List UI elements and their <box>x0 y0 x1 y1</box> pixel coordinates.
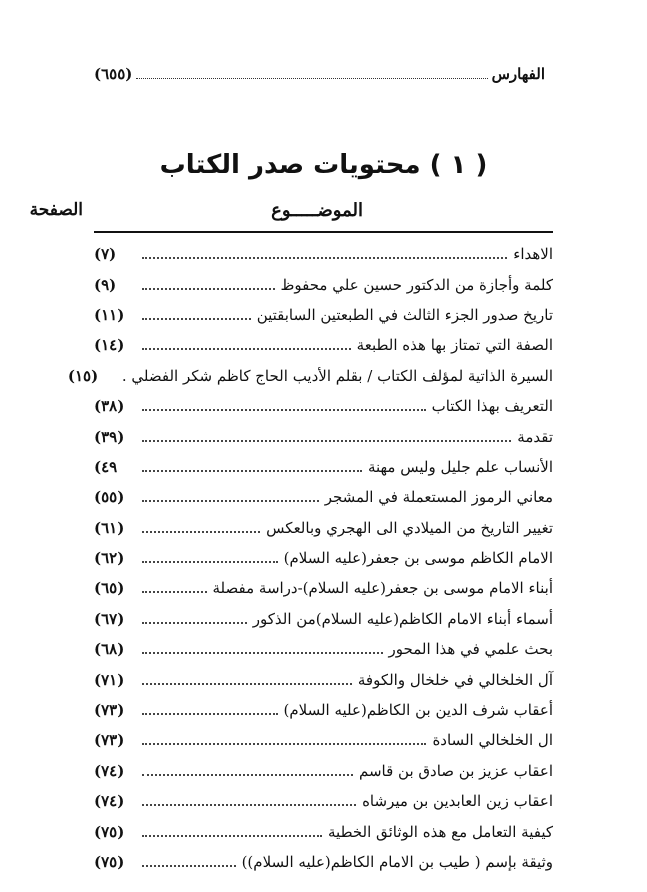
toc-entry <box>94 269 553 299</box>
dot-leader <box>142 652 383 654</box>
toc-entry-title: السيرة الذاتية لمؤلف الكتاب / بقلم الأديب الحاج كاظم شكر الفضلي . <box>121 366 553 385</box>
dot-leader <box>142 683 352 685</box>
dot-leader <box>142 804 356 806</box>
toc-entry-title: التعريف بهذا الكتاب <box>431 397 553 416</box>
toc-entry-title: وثيقة بإسم ( طيب بن الامام الكاظم(عليه السلام)) <box>241 853 553 871</box>
toc-entry-page: (٣٨) <box>94 397 125 416</box>
section-title: ( ١ ) محتويات صدر الكتاب <box>159 150 488 180</box>
toc-entry <box>94 725 553 755</box>
column-headers <box>29 200 553 230</box>
dot-leader <box>142 288 275 290</box>
dot-leader <box>142 865 236 867</box>
toc-entry <box>94 391 553 421</box>
toc-entry <box>94 513 553 543</box>
toc-entry-title: تغيير التاريخ من الميلادي الى الهجري وبالعكس <box>266 518 553 537</box>
toc-entry <box>94 756 553 786</box>
toc-entry-page: (٧٣) <box>94 701 125 720</box>
toc-entry-page: (٦٢) <box>94 549 125 568</box>
toc-entry <box>94 330 553 360</box>
toc-entry-title: أعقاب شرف الدين بن الكاظم(عليه السلام) <box>283 701 553 720</box>
toc-entry <box>94 786 553 816</box>
toc-entry-page: (٦٥) <box>94 579 125 598</box>
toc-entry-title: الأنساب علم جليل وليس مهنة <box>367 457 553 476</box>
running-header <box>94 62 545 86</box>
dot-leader <box>142 774 353 776</box>
dot-leader <box>142 622 247 624</box>
toc-entry-title: تقدمة <box>517 427 553 446</box>
toc-entry <box>94 847 553 877</box>
toc-entry-page: (٧٤) <box>94 761 125 780</box>
dot-leader <box>142 713 278 715</box>
toc-entry-page: (٦١) <box>94 518 125 537</box>
toc-entry-title: بحث علمي في هذا المحور <box>388 640 553 659</box>
toc-entry-page: (١٥) <box>67 366 99 385</box>
toc-entry <box>94 421 553 451</box>
toc-entry-page: (٧) <box>94 245 117 264</box>
toc-entry <box>94 543 553 573</box>
toc-entry <box>94 482 553 512</box>
dot-leader <box>142 835 322 837</box>
toc-entry <box>94 300 553 330</box>
toc-entry <box>94 634 553 664</box>
toc-entry <box>94 695 553 725</box>
toc-entry-page: (١١) <box>94 305 125 324</box>
running-page-number: (٦٥٥) <box>94 65 133 83</box>
running-header-leader <box>136 78 487 79</box>
dot-leader <box>142 743 426 745</box>
dot-leader <box>142 318 251 320</box>
toc-entry-title: معاني الرموز المستعملة في المشجر <box>324 488 553 507</box>
toc-entry-title: اعقاب عزيز بن صادق بن قاسم <box>358 761 553 780</box>
toc-entry-page: (٧٥) <box>94 853 125 871</box>
toc-entry-title: أسماء أبناء الامام الكاظم(عليه السلام)من الذكور <box>252 609 553 628</box>
toc-entry <box>94 664 553 694</box>
column-header-topic: الموضـــــوع <box>271 200 363 221</box>
toc-entry-page: (٥٥) <box>94 488 125 507</box>
toc-entry-page: (٧٣) <box>94 731 125 750</box>
dot-leader <box>142 591 207 593</box>
toc-entry <box>94 239 553 269</box>
running-header-title: الفهارس <box>491 65 545 83</box>
toc-entry-page: (٧١) <box>94 670 125 689</box>
column-header-page: الصفحة <box>29 200 83 220</box>
toc-entry-page: (١٤) <box>94 336 125 355</box>
toc-entry <box>94 452 553 482</box>
toc-entry-title: آل الخلخالي في خلخال والكوفة <box>357 670 553 689</box>
toc-entry-title: اعقاب زين العابدين بن ميرشاه <box>362 792 553 811</box>
toc-entry <box>67 361 553 391</box>
toc-entry <box>94 816 553 846</box>
header-divider <box>94 231 553 233</box>
toc-entry-title: الصفة التي تمتاز بها هذه الطبعة <box>356 336 553 355</box>
toc-entry-title: الامام الكاظم موسى بن جعفر(عليه السلام) <box>283 549 553 568</box>
toc-entry <box>94 604 553 634</box>
dot-leader <box>142 257 507 259</box>
dot-leader <box>142 409 426 411</box>
dot-leader <box>142 348 351 350</box>
toc-entry-title: أبناء الامام موسى بن جعفر(عليه السلام)-دراسة مفصلة <box>212 579 553 598</box>
toc-entry-page: (٦٨) <box>94 640 125 659</box>
toc-entry-title: تاريخ صدور الجزء الثالث في الطبعتين السابقتين <box>256 305 553 324</box>
dot-leader <box>142 531 260 533</box>
toc-entry-page: (٣٩) <box>94 427 125 446</box>
dot-leader <box>142 470 362 472</box>
toc-entry-page: ٤٩) <box>94 457 118 476</box>
toc-list <box>67 239 553 877</box>
toc-entry-page: (٩) <box>94 275 117 294</box>
toc-entry-title: كلمة وأجازة من الدكتور حسين علي محفوظ <box>280 275 553 294</box>
toc-entry-title: ال الخلخالي السادة <box>432 731 553 750</box>
toc-entry-page: (٧٥) <box>94 822 125 841</box>
dot-leader <box>142 500 319 502</box>
toc-entry <box>94 573 553 603</box>
toc-entry-title: الاهداء <box>513 245 553 264</box>
dot-leader <box>142 440 511 442</box>
toc-entry-page: (٦٧) <box>94 609 125 628</box>
toc-entry-title: كيفية التعامل مع هذه الوثائق الخطية <box>328 822 553 841</box>
toc-entry-page: (٧٤) <box>94 792 125 811</box>
dot-leader <box>142 561 278 563</box>
